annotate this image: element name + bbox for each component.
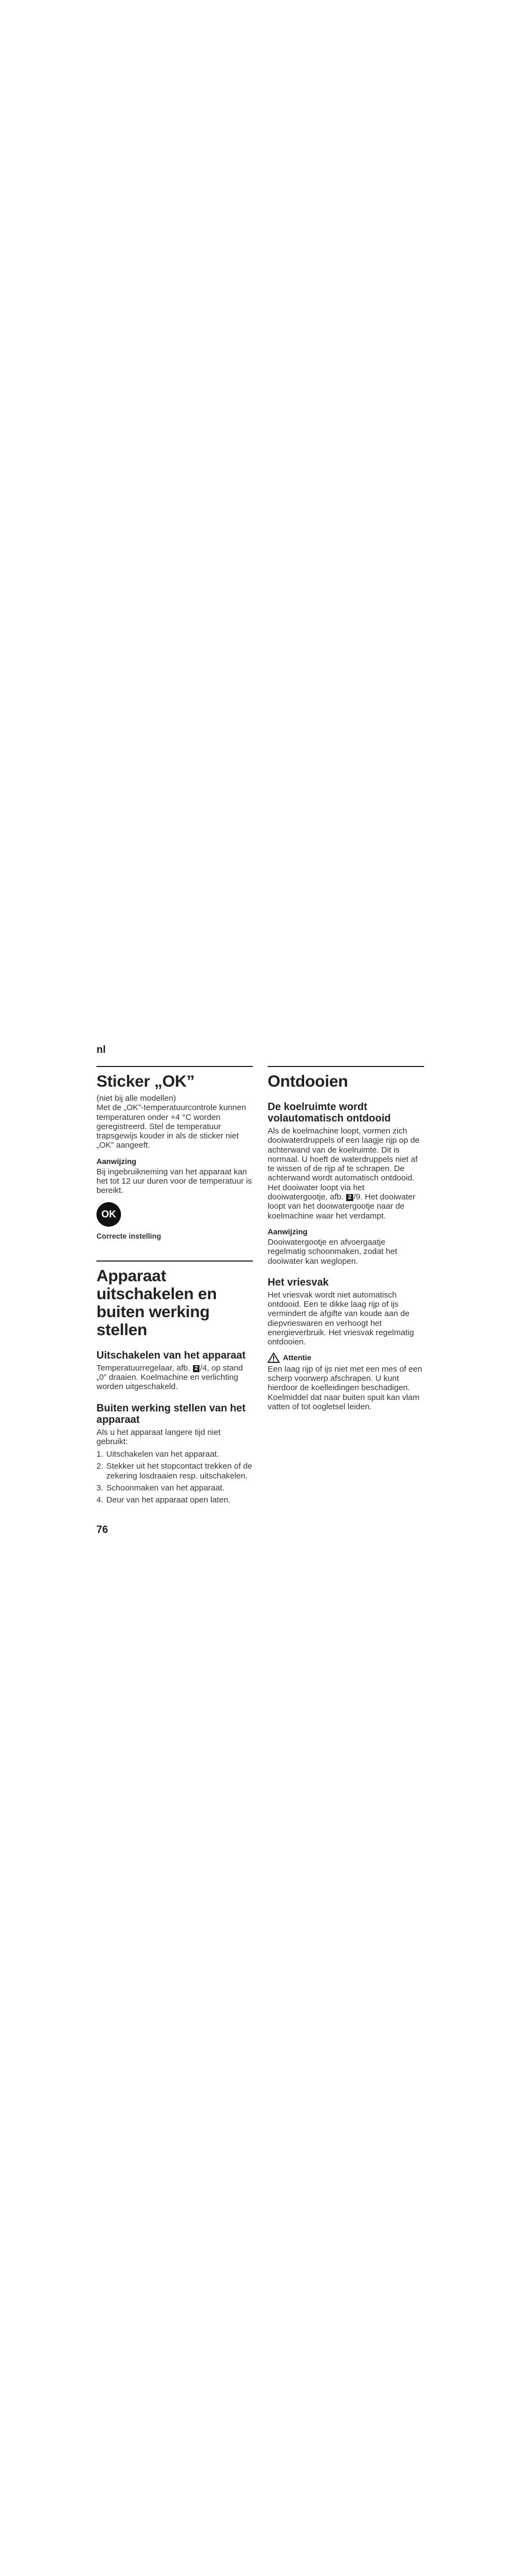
- warning-triangle-icon: [268, 1353, 280, 1363]
- section-divider: [96, 1260, 253, 1262]
- sticker-note-body: Bij ingebruikneming van het apparaat kan het tot 12 uur duren voor de temperatuur is bereikt.: [96, 1167, 252, 1196]
- list-item: 3. Schoonmaken van het apparaat.: [96, 1483, 225, 1493]
- switch-off-heading: Apparaat uitschakelen en buiten werking stellen: [96, 1266, 217, 1339]
- defrost-note-body: Dooiwatergootje en afvoergaatje regelmatig schoonmaken, zodat het dooiwater kan weglopen.: [268, 1237, 397, 1266]
- figure-ref-badge: 2: [346, 1194, 353, 1201]
- attention-label: Attentie: [283, 1353, 312, 1362]
- defrost-heading: Ontdooien: [268, 1072, 348, 1090]
- sticker-heading: Sticker „OK”: [96, 1072, 195, 1090]
- fridge-defrost-text: Als de koelmachine loopt, vormen zich dooiwaterdruppels of een laagje rijp op de achterwand van de koelruimte. Dit is normaal. U hoeft de waterdruppels niet af te wissen of de rijp af te schrapen. De achterwand wordt automatisch ontdooid. Het dooiwater loopt via het dooiwatergootje, afb. 2 /9. Het dooiwater loopt van het dooiwatergootje naar de koelmachine waar het verdampt.: [268, 1126, 420, 1221]
- defrost-note-heading: Aanwijzing: [268, 1227, 308, 1236]
- ok-sticker-icon: OK: [96, 1202, 121, 1227]
- sticker-body: Met de „OK”-temperatuurcontrole kunnen temperaturen onder +4 °C worden geregistreerd. Stel de temperatuur trapsgewijs kouder in als de sticker niet „OK” aangeeft.: [96, 1103, 246, 1150]
- switch-off-subheading: Uitschakelen van het apparaat: [96, 1349, 246, 1361]
- sticker-note-heading: Aanwijzing: [96, 1156, 137, 1166]
- section-divider: [96, 1066, 253, 1067]
- freezer-subheading: Het vriesvak: [268, 1276, 329, 1288]
- freezer-text: Het vriesvak wordt niet automatisch ontdooid. Een te dikke laag rijp of ijs vermindert de afgifte van koude aan de diepvrieswaren en verhoogt het energieverbruik. Het vriesvak regelmatig ontdooien.: [268, 1290, 414, 1347]
- sticker-subtitle: (niet bij alle modellen): [96, 1094, 176, 1103]
- out-of-service-steps: [96, 1450, 253, 1505]
- switch-off-section: [96, 1260, 253, 1505]
- figure-ref-badge: 2: [193, 1365, 199, 1372]
- right-column: [268, 1066, 424, 1411]
- list-item: 4. Deur van het apparaat open laten.: [96, 1495, 231, 1505]
- ok-sticker-caption: Correcte instelling: [96, 1232, 161, 1240]
- switch-off-text: Temperatuurregelaar, afb. 2 /4, op stand „0” draaien. Koelmachine en verlichting worden uitgeschakeld.: [96, 1363, 243, 1392]
- attention-header: [268, 1353, 424, 1363]
- attention-text: Een laag rijp of ijs niet met een mes of een scherp voorwerp afschrapen. U kunt hierdoor de koelleidingen beschadigen. Koelmiddel dat naar buiten spuit kan vlam vatten of tot oogletsel leiden.: [268, 1364, 422, 1411]
- out-of-service-intro: Als u het apparaat langere tijd niet gebruikt:: [96, 1427, 221, 1446]
- fridge-defrost-subheading: De koelruimte wordt volautomatisch ontdooid: [268, 1101, 391, 1124]
- language-label: nl: [96, 1044, 106, 1056]
- page-number: 76: [96, 1524, 108, 1536]
- out-of-service-subheading: Buiten werking stellen van het apparaat: [96, 1402, 246, 1426]
- section-divider: [268, 1066, 424, 1067]
- list-item: 1. Uitschakelen van het apparaat.: [96, 1450, 219, 1459]
- left-column: [96, 1066, 253, 1508]
- list-item: 2. Stekker uit het stopcontact trekken of de zekering losdraaien resp. uitschakelen.: [96, 1462, 252, 1481]
